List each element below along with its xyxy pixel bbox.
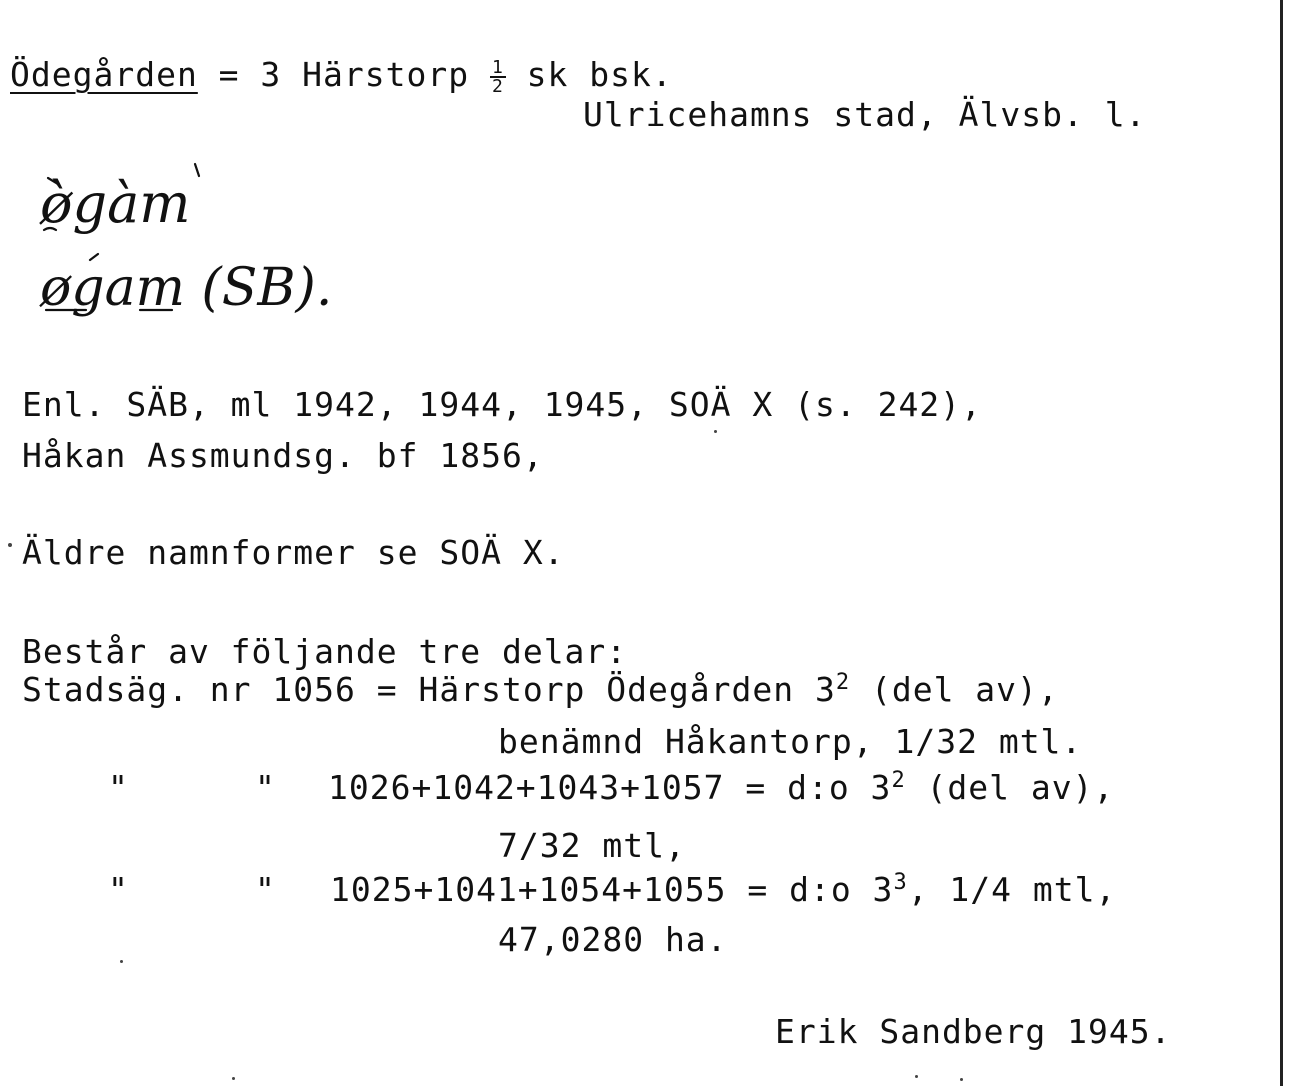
header-suffix: sk bsk. [505,55,673,94]
part-1-detail: benämnd Håkantorp, 1/32 mtl. [498,722,1083,761]
speck [232,1077,235,1080]
header-line [10,55,673,95]
ditto-mark: " [108,768,129,807]
speck [915,1075,918,1078]
part-2-line: 1026+1042+1043+1057 = d:o $3^2$ (del av), [328,768,1115,807]
speck [714,430,717,433]
speck [120,960,123,963]
part-3-detail: 47,0280 ha. [498,920,728,959]
handwriting [20,160,520,350]
handwriting-line-2: øgam (SB). [40,258,333,318]
part-3-line: 1025+1041+1054+1055 = d:o $3^3$, 1/4 mtl, [330,870,1117,909]
sources-line-2: Håkan Assmundsg. bf 1856, [22,436,544,475]
location-line: Ulricehamns stad, Älvsb. l. [583,95,1147,134]
fraction: $\frac{1}{2}$ [491,56,504,97]
signature: Erik Sandberg 1945. [775,1012,1172,1051]
place-name: Ödegården [10,55,198,94]
header-equation: = 3 Härstorp [197,55,490,94]
older-forms-line: Äldre namnformer se SOÄ X. [22,533,565,572]
handwriting-line-1: ø̀gàm [40,172,191,235]
speck [8,543,12,547]
card-edge-line [1280,0,1283,1086]
ditto-mark: " [255,870,276,909]
ditto-mark: " [255,768,276,807]
sources-line-1: Enl. SÄB, ml 1942, 1944, 1945, SOÄ X (s. 242), [22,385,982,424]
part-1-line: Stadsäg. nr 1056 = Härstorp Ödegården $3^2$ (del av), [22,670,1059,709]
speck [960,1078,963,1081]
ditto-mark: " [108,870,129,909]
part-2-detail: 7/32 mtl, [498,826,686,865]
parts-intro: Består av följande tre delar: [22,632,628,671]
